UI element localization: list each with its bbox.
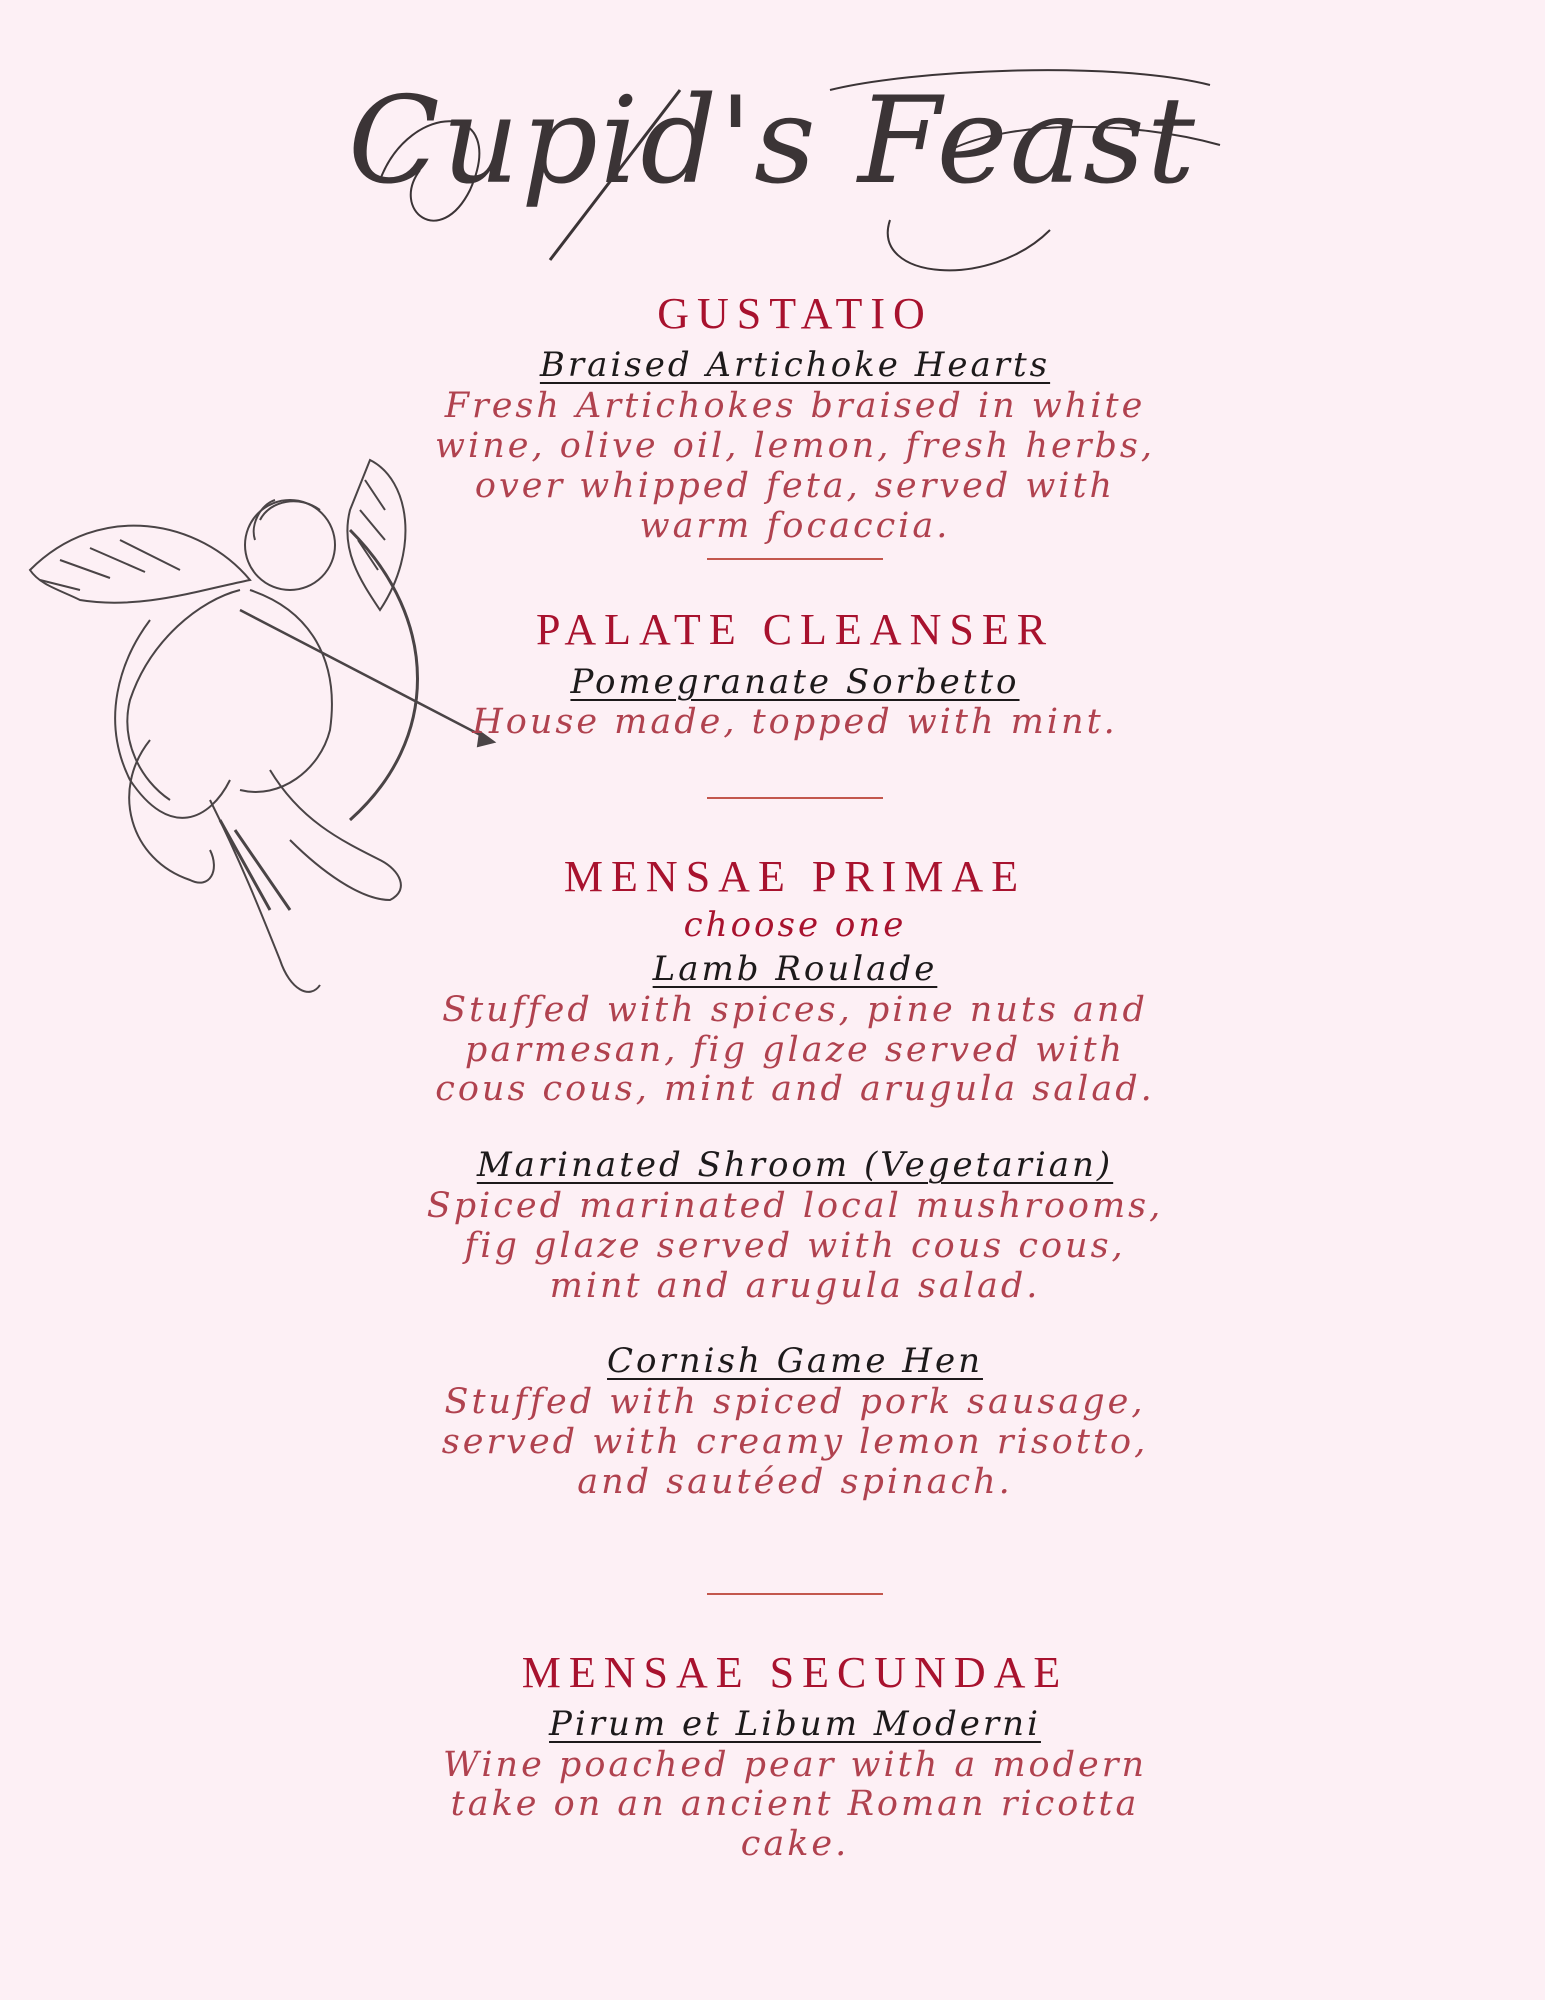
dish-name: Braised Artichoke Hearts <box>539 345 1051 386</box>
section-divider <box>707 558 883 560</box>
dish-description: Stuffed with spiced pork sausage, served with creamy lemon risotto, and sautéed spinach. <box>441 1381 1149 1502</box>
section-mensae-primae <box>400 853 1190 1502</box>
menu-content <box>400 290 1190 1865</box>
section-heading: MENSAE PRIMAE <box>563 852 1027 902</box>
section-heading: MENSAE SECUNDAE <box>521 1647 1069 1697</box>
section-heading: GUSTATIO <box>657 289 933 338</box>
dish-description: Wine poached pear with a modern take on an ancient Roman ricotta cake. <box>442 1744 1148 1865</box>
menu-title: Cupid's Feast <box>348 72 1197 211</box>
section-divider <box>707 1593 883 1595</box>
dish-name: Pirum et Libum Moderni <box>549 1704 1041 1745</box>
section-note: choose one <box>683 904 907 945</box>
dish-description: Fresh Artichokes braised in white wine, olive oil, lemon, fresh herbs, over whipped feta, served with warm focaccia. <box>435 385 1155 546</box>
section-palate-cleanser <box>400 606 1190 743</box>
section-heading: PALATE CLEANSER <box>535 605 1055 655</box>
dish-name: Lamb Roulade <box>652 949 938 990</box>
dish-description: Spiced marinated local mushrooms, fig glaze served with cous cous, mint and arugula salad. <box>426 1185 1164 1306</box>
section-divider <box>707 797 883 799</box>
dish-description: House made, topped with mint. <box>472 702 1118 743</box>
dish-name: Pomegranate Sorbetto <box>570 661 1020 702</box>
dish-name: Marinated Shroom (Vegetarian) <box>476 1145 1114 1186</box>
section-gustatio <box>400 290 1190 546</box>
dish-description: Stuffed with spices, pine nuts and parmesan, fig glaze served with cous cous, mint and arugula salad. <box>435 989 1155 1110</box>
dish-name: Cornish Game Hen <box>607 1341 983 1382</box>
section-mensae-secundae <box>400 1649 1190 1866</box>
